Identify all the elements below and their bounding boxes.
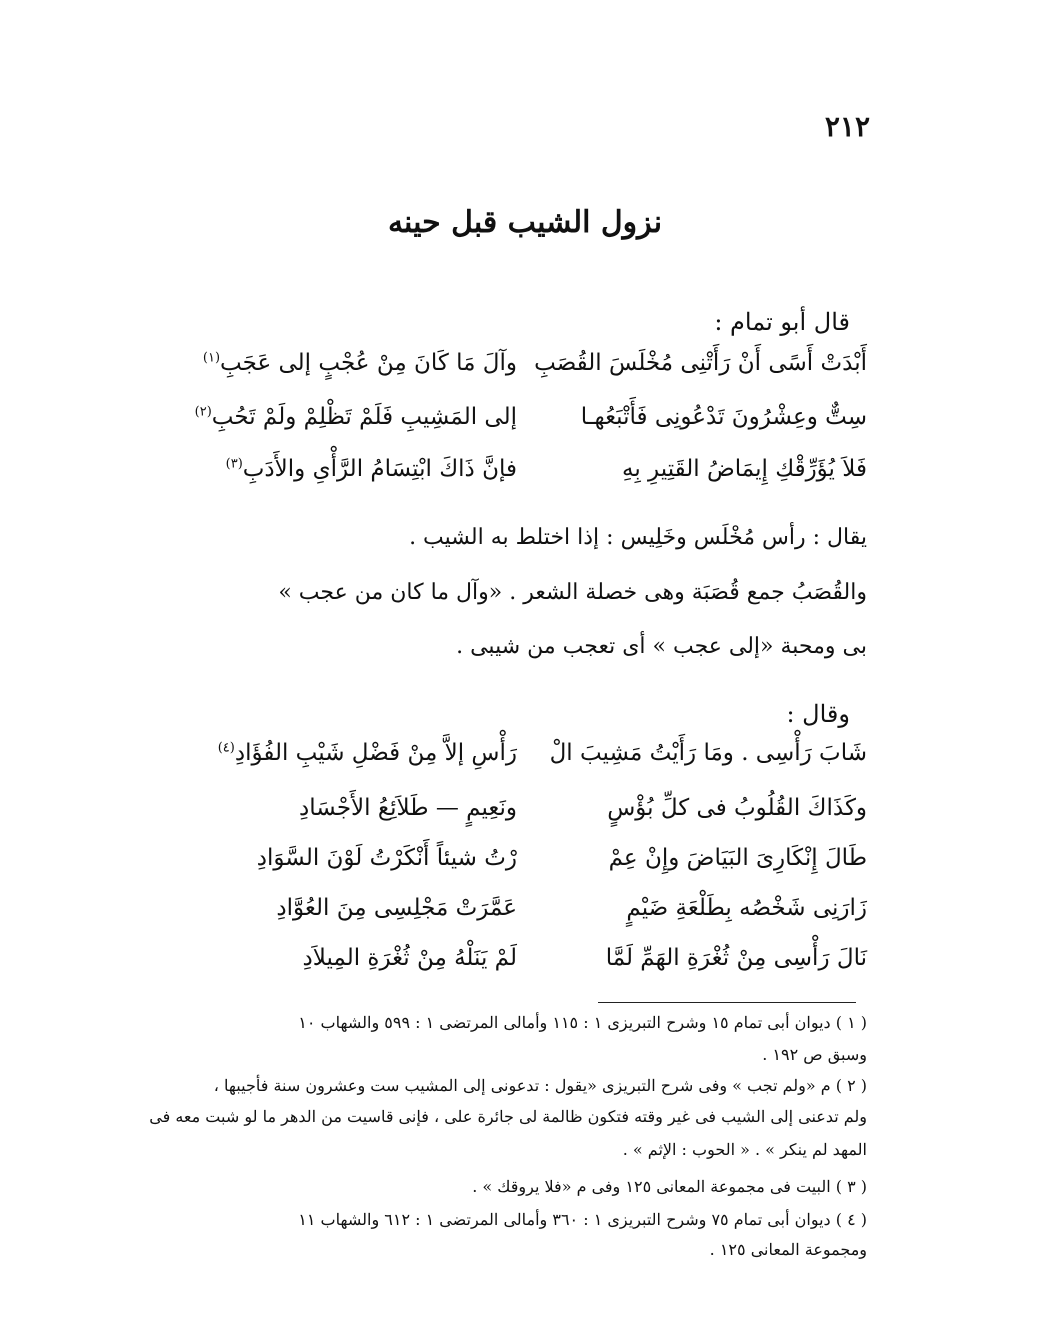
verse-line xyxy=(167,845,867,893)
verse-first-hemistich: أَبْدَتْ أَسًى أَنْ رَأَتْنِى مُخْلَسَ القُصَبِ xyxy=(534,350,867,376)
verse-line xyxy=(167,945,867,993)
footnote-line: ومجموعة المعانى ١٢٥ . xyxy=(709,1240,867,1259)
verse-second-hemistich xyxy=(167,456,517,482)
verse-first-hemistich: زَارَنِى شَخْصُه بِطَلْعَةِ ضَيْمٍ xyxy=(626,895,867,921)
commentary-line: يقال : رأس مُخْلَس وخَلِيس : إذا اختلط به الشيب . xyxy=(409,525,867,550)
footnote-line: وسبق ص ١٩٢ . xyxy=(762,1045,867,1064)
verse-second-hemistich: لَمْ يَنَلْهُ مِنْ ثُغْرَةِ المِيلاَدِ xyxy=(302,945,517,971)
poem1-intro: قال أبو تمام : xyxy=(714,308,850,336)
verse-second-hemistich xyxy=(167,404,517,430)
footnote-line: ( ٤ ) ديوان أبى تمام ٧٥ وشرح التبريزى ١ : ٣٦٠ وأمالى المرتضى ١ : ٦١٢ والشهاب ١١ xyxy=(298,1210,867,1229)
verse-second-hemistich: رْتُ شيئاً أَنْكَرْتُ لَوْنَ السَّوَادِ xyxy=(256,845,517,871)
verse-line xyxy=(167,456,867,504)
verse-second-hemistich-text: وآلَ مَا كَانَ مِنْ عُجْبٍ إلى عَجَبِ xyxy=(220,350,517,376)
footnote-divider xyxy=(598,1002,856,1003)
page-title: نزول الشيب قبل حينه xyxy=(387,205,663,240)
verse-second-hemistich-text: فإنَّ ذَاكَ ابْتِسَامُ الرَّأْىِ والأَدَبِ xyxy=(242,456,517,482)
verse-second-hemistich-text: إلى المَشِيبِ فَلَمْ تَظْلِمْ ولَمْ تَحُبِ xyxy=(211,404,517,430)
footnote-marker: (٣) xyxy=(225,456,243,472)
footnote-marker: (٢) xyxy=(194,404,212,420)
page-number: ٢١٢ xyxy=(824,110,870,143)
verse-second-hemistich xyxy=(167,350,517,376)
footnote-line: ( ٢ ) م «ولم تجب » وفى شرح التبريزى «يقول : تدعونى إلى المشيب ست وعشرون سنة فأجيبها ، xyxy=(213,1076,867,1095)
verse-line xyxy=(167,740,867,788)
verse-first-hemistich: شَابَ رَأْسِى . ومَا رَأَيْتُ مَشِيبَ الْ xyxy=(549,740,867,766)
verse-first-hemistich: فَلاَ يُؤَرِّقْكِ إِيمَاضُ القَتِيرِ بِهِ xyxy=(622,456,867,482)
verse-second-hemistich-text: رَأْسِ إلاَّ مِنْ فَضْلِ شَيْبِ الفُؤَادِ xyxy=(234,740,517,766)
footnote-line: ولم تدعنى إلى الشيب فى غير وقته فتكون ظالمة لى جائرة على ، فإنى قاسيت من الدهر ما لو شبت معه فى xyxy=(149,1107,867,1126)
verse-first-hemistich: سِتٌّ وعِشْرُونَ تَدْعُونِى فَأَتْبَعُهـا xyxy=(580,404,867,430)
footnote-line: ( ١ ) ديوان أبى تمام ١٥ وشرح التبريزى ١ : ١١٥ وأمالى المرتضى ١ : ٥٩٩ والشهاب ١٠ xyxy=(298,1013,867,1032)
verse-second-hemistich: عَمَّرَتْ مَجْلِسِى مِنَ العُوَّادِ xyxy=(276,895,517,921)
verse-second-hemistich xyxy=(167,740,517,766)
footnote-line: المهد لم ينكر » . « الحوب : الإثم » . xyxy=(622,1140,867,1159)
commentary-line: بى ومحبة «إلى عجب » أى تعجب من شيبى . xyxy=(456,634,867,659)
verse-second-hemistich: ونَعِيمٍ — طَلاَئِعُ الأَجْسَادِ xyxy=(299,795,517,821)
footnote-marker: (٤) xyxy=(217,740,235,756)
verse-line xyxy=(167,350,867,398)
verse-line xyxy=(167,404,867,452)
verse-first-hemistich: طَالَ إِنْكَارِىَ البَيَاضَ وإِنْ عِمْ xyxy=(608,845,867,871)
verse-line xyxy=(167,795,867,843)
footnote-marker: (١) xyxy=(202,350,221,366)
commentary-line: والقُصَبُ جمع قُصَبَة وهى خصلة الشعر . «وآل ما كان من عجب » xyxy=(278,580,867,605)
verse-first-hemistich: وكَذَاكَ القُلُوبُ فى كلِّ بُؤْسٍ xyxy=(607,795,867,821)
poem2-intro: وقال : xyxy=(786,700,850,728)
verse-line xyxy=(167,895,867,943)
footnote-line: ( ٣ ) البيت فى مجموعة المعانى ١٢٥ وفى م «فلا يروقك » . xyxy=(472,1177,867,1196)
verse-first-hemistich: نَالَ رَأْسِى مِنْ ثُغْرَةِ الهَمِّ لَمَّا xyxy=(605,945,867,971)
